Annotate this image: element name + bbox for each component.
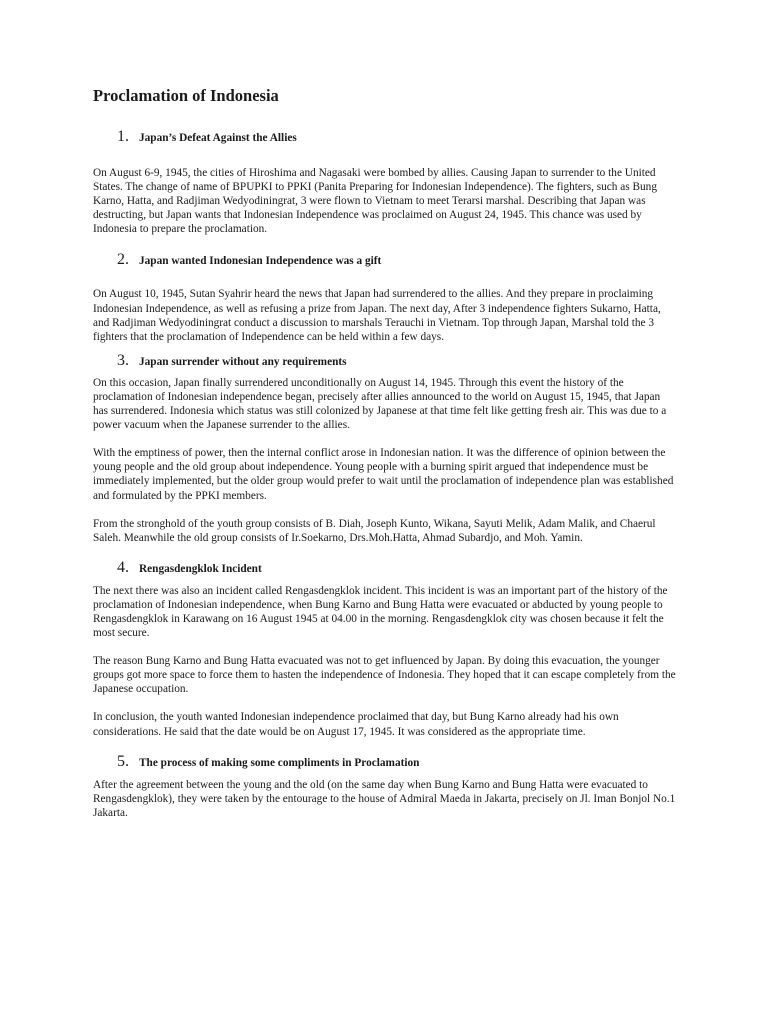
section-title: Japan wanted Indonesian Independence was a gift — [139, 255, 382, 268]
section-heading-2 — [117, 250, 678, 271]
section-title: Japan’s Defeat Against the Allies — [139, 132, 297, 144]
paragraph: On this occasion, Japan finally surrendered unconditionally on August 14, 1945. Through this event the history of the proclamation of Indonesian independence began, precisely after allies announced to the world on August 15, 1945, that Japan has surrendered. Indonesia which status was still colonized by Japanese at that time felt like getting fresh air. This was due to a power vacuum when the Japanese surrender to the allies. — [93, 376, 667, 432]
paragraph: The next there was also an incident called Rengasdengklok incident. This incident is was an important part of the history of the proclamation of Indonesian independence, when Bung Karno and Bung Hatta were evacuated or abducted by young people to Rengasdengklok in Karawang on 16 August 1945 at 04.00 in the morning. Rengasdengklok city was chosen because it felt the most secure. — [93, 584, 668, 640]
paragraph: In conclusion, the youth wanted Indonesian independence proclaimed that day, but Bung Karno already had his own considerations. He said that the date would be on August 17, 1945. It was considered as the appropriate time. — [93, 711, 619, 738]
section-title: The process of making some compliments in Proclamation — [139, 756, 420, 769]
paragraph: After the agreement between the young and the old (on the same day when Bung Karno and Bung Hatta were evacuated to Rengasdengklok), they were taken by the entourage to the house of Admiral Maeda in Jakarta, precisely on Jl. Iman Bonjol No.1 Jakarta. — [93, 778, 676, 819]
section-number: 4. — [117, 558, 129, 576]
paragraph: From the stronghold of the youth group consists of B. Diah, Joseph Kunto, Wikana, Sayuti Melik, Adam Malik, and Chaerul Saleh. Meanwhile the old group consists of Ir.Soekarno, Drs.Moh.Hatta, Ahmad Subardjo, and Moh. Yamin. — [93, 517, 656, 544]
section-title: Japan surrender without any requirements — [139, 355, 347, 368]
section-heading-4 — [117, 558, 678, 579]
section-heading-1 — [117, 127, 678, 148]
paragraph: The reason Bung Karno and Bung Hatta evacuated was not to get influenced by Japan. By doing this evacuation, the younger groups got more space to force them to hasten the independence of Indonesia. They hoped that it can escape completely from the Japanese occupation. — [93, 655, 676, 696]
section-title: Rengasdengklok Incident — [139, 562, 262, 575]
document-page — [93, 86, 678, 820]
paragraph: On August 10, 1945, Sutan Syahrir heard the news that Japan had surrendered to the allies. And they prepare in proclaiming Indonesian Independence, as well as refusing a prize from Japan. The next day, After 3 independence fighters Sukarno, Hatta, and Radjiman Wedyodiningrat conduct a discussion to marshals Terauchi in Vietnam. Top through Japan, Marshal told the 3 fighters that the proclamation of Independence can be held within a few days. — [93, 288, 661, 343]
paragraph: On August 6-9, 1945, the cities of Hiroshima and Nagasaki were bombed by allies. Causing Japan to surrender to the United States. The change of name of BPUPKI to PPKI (Panita Preparing for Indonesian Independence). The fighters, such as Bung Karno, Hatta, and Radjiman Wedyodiningrat, 3 were flown to Vietnam to meet Terarsi marshal. Describing that Japan was destructing, but Japan wants that Indonesian Independence was proclaimed on August 24, 1945. This chance was used by Indonesia to prepare the proclamation. — [93, 167, 657, 236]
section-number: 3. — [117, 351, 129, 369]
paragraph: With the emptiness of power, then the internal conflict arose in Indonesian nation. It was the difference of opinion between the young people and the old group about independence. Young people with a burning spirit argued that independence must be immediately implemented, but the older group would prefer to wait until the proclamation of independence plan was established and formulated by the PPKI members. — [93, 447, 674, 502]
section-heading-3 — [117, 351, 678, 372]
section-heading-5 — [117, 752, 678, 773]
section-number: 5. — [117, 752, 129, 770]
section-number: 2. — [117, 251, 129, 269]
section-number: 1. — [117, 128, 129, 145]
document-title: Proclamation of Indonesia — [93, 86, 279, 105]
